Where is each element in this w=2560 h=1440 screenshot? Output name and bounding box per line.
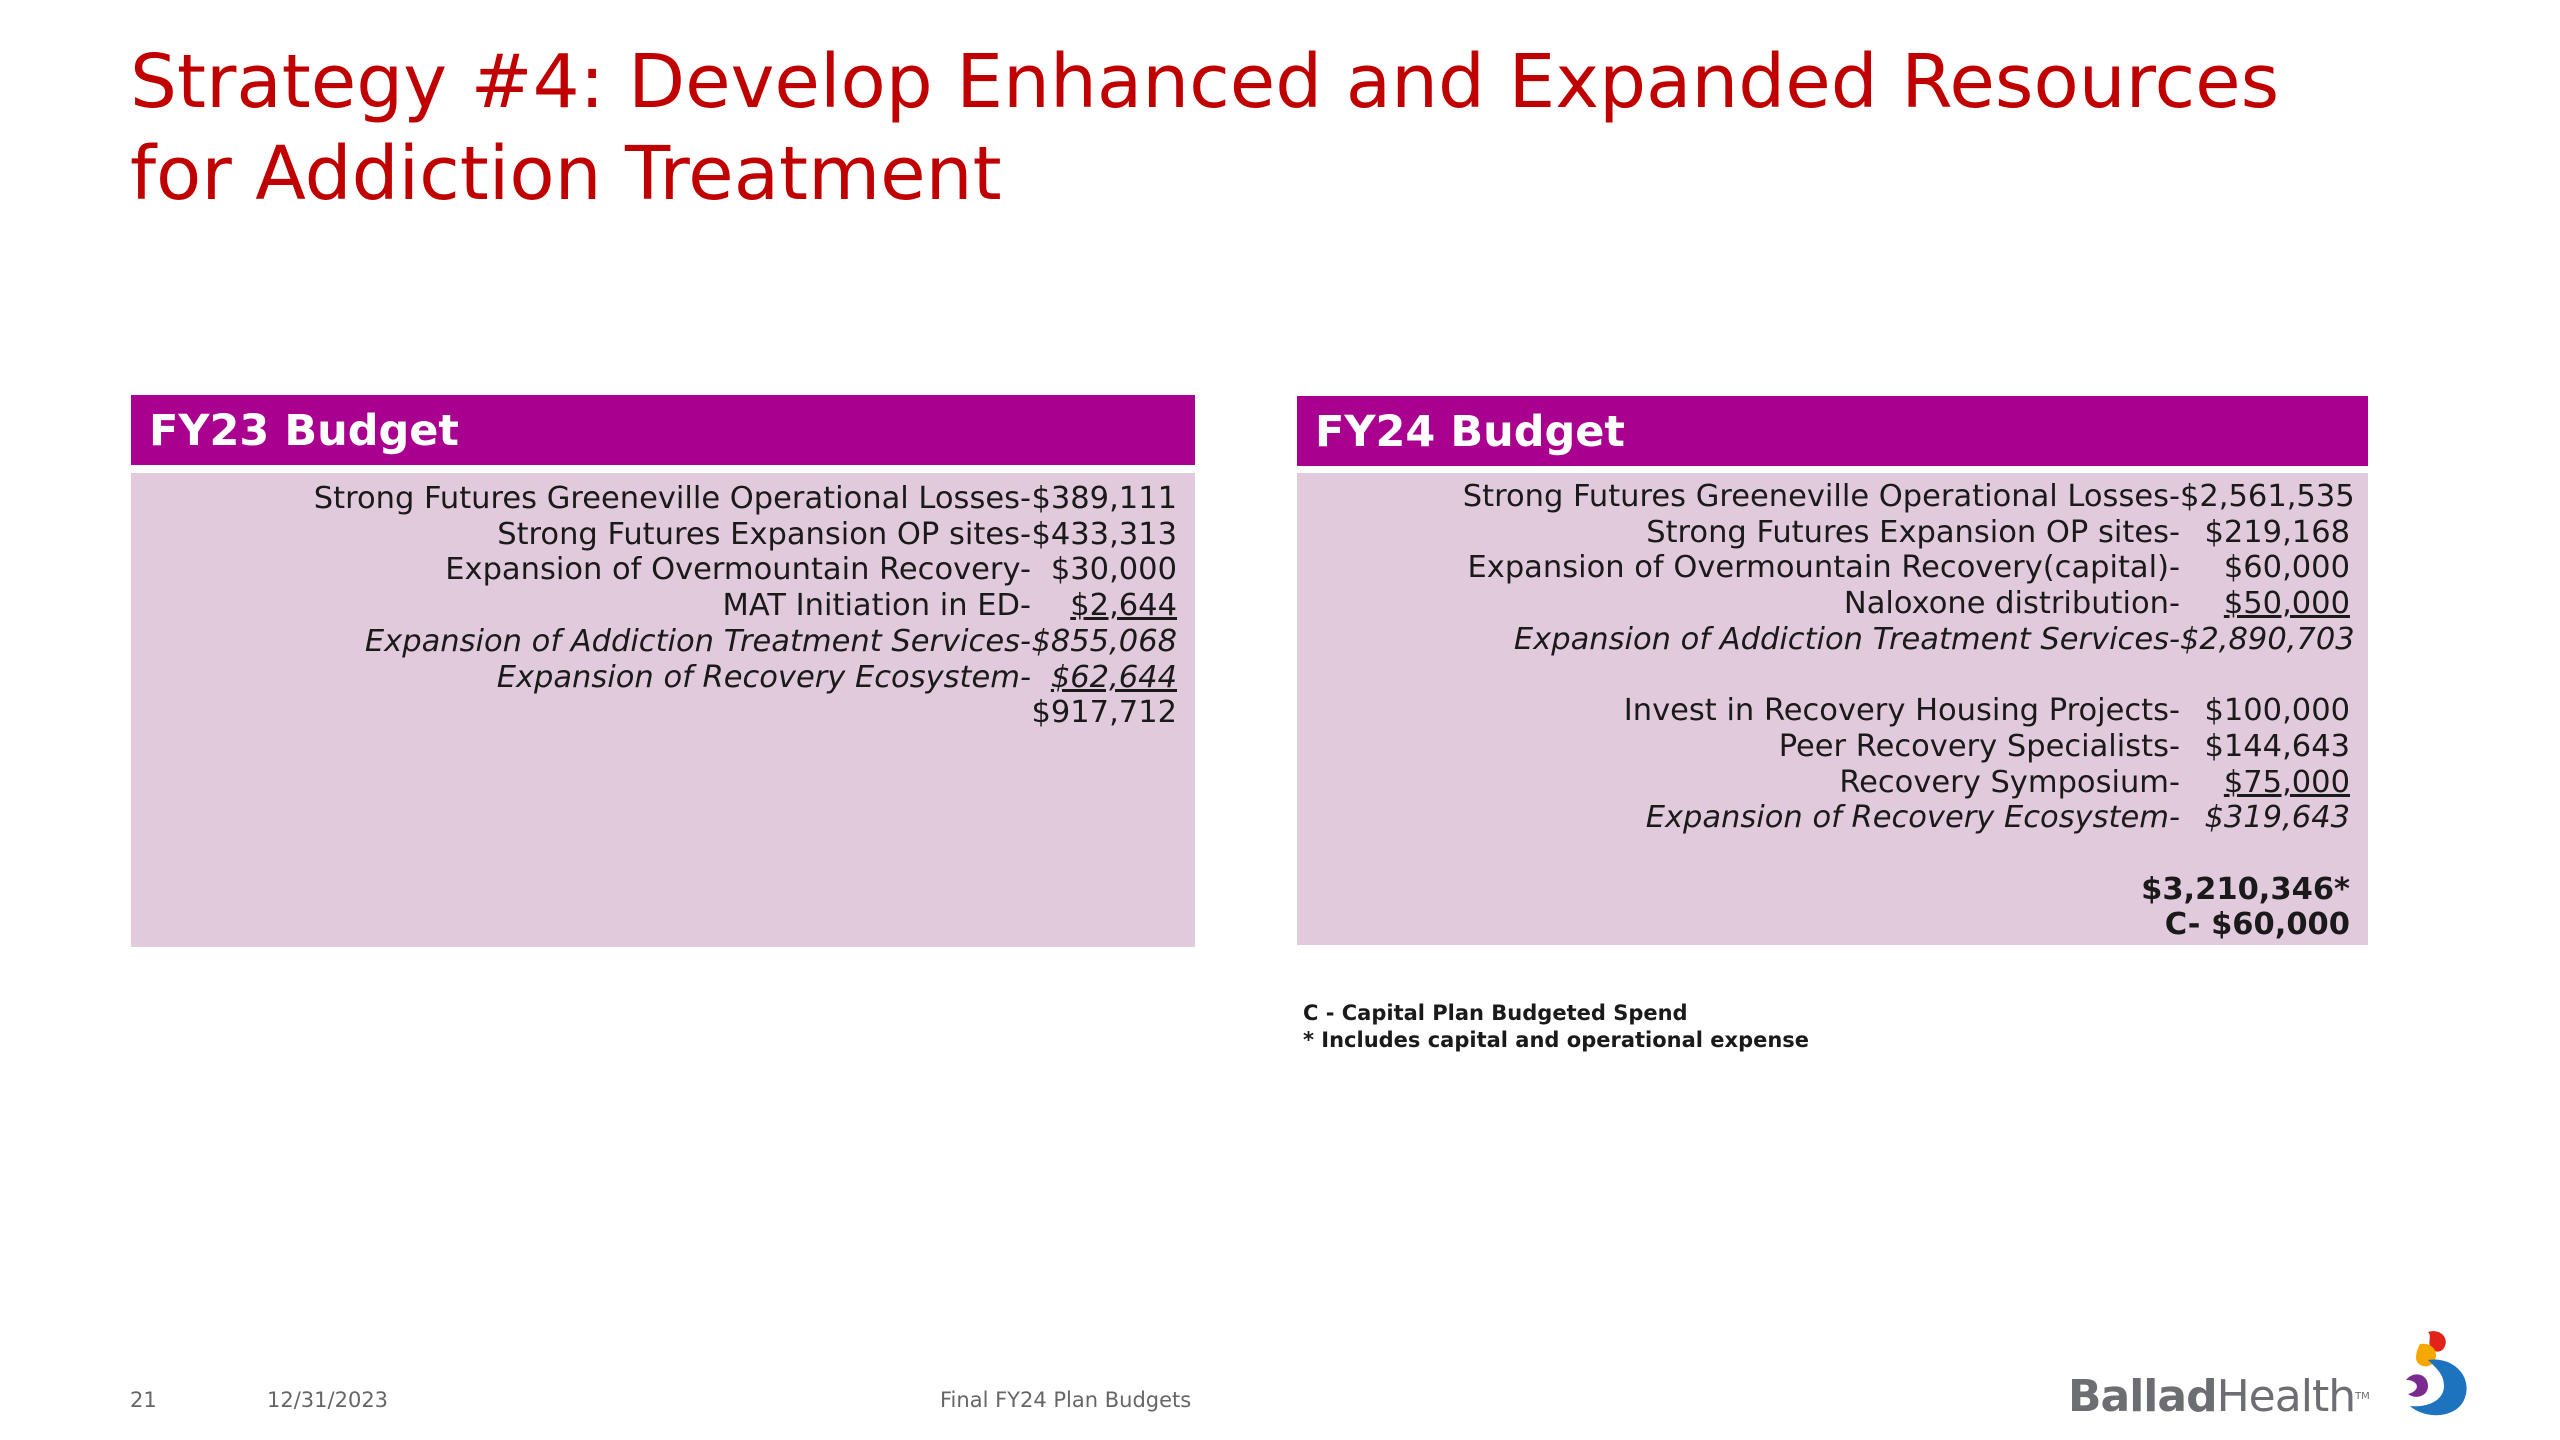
slide-title bbox=[130, 36, 2430, 220]
budget-row bbox=[1297, 586, 2350, 622]
slide-title-line-2: for Addiction Treatment bbox=[130, 131, 1002, 217]
budget-capital-row bbox=[1297, 907, 2350, 943]
budget-row-amount: $100,000 bbox=[2204, 693, 2350, 729]
budget-row bbox=[131, 517, 1177, 553]
budget-row-label: Strong Futures Greeneville Operational Losses- bbox=[313, 481, 1031, 516]
row-spacer bbox=[1297, 836, 2350, 872]
fy24-budget-header: FY24 Budget bbox=[1297, 396, 2368, 466]
logo-wordmark-bold: Ballad bbox=[2068, 1371, 2217, 1422]
budget-row bbox=[131, 588, 1177, 624]
budget-row-label: Recovery Symposium- bbox=[1839, 764, 2180, 800]
budget-row-amount: $219,168 bbox=[2204, 514, 2350, 550]
budget-row-amount bbox=[2180, 586, 2350, 622]
budget-row-label: MAT Initiation in ED- bbox=[722, 588, 1031, 624]
budget-row-label: Expansion of Recovery Ecosystem- bbox=[1645, 800, 2180, 836]
budget-row bbox=[1297, 729, 2350, 765]
budget-subtotal-row bbox=[131, 660, 1177, 696]
budget-row-label: Expansion of Overmountain Recovery(capital)- bbox=[1467, 550, 2180, 586]
budget-row-label: Expansion of Addiction Treatment Services- bbox=[1513, 621, 2180, 657]
logo-wordmark bbox=[2068, 1373, 2370, 1421]
budget-row bbox=[1297, 515, 2350, 551]
ballad-health-logo bbox=[2068, 1330, 2478, 1420]
budget-row-label: Naloxone distribution- bbox=[1843, 586, 2180, 622]
budget-total-amount: $3,210,346* bbox=[2141, 871, 2350, 907]
budget-row-amount: $60,000 bbox=[2223, 550, 2350, 586]
footnotes bbox=[1303, 1000, 1809, 1054]
budget-subtotal-row bbox=[1297, 621, 2355, 658]
budget-row bbox=[1297, 550, 2350, 586]
budget-subtotal-row bbox=[131, 624, 1177, 660]
budget-row-amount-value: $50,000 bbox=[2223, 586, 2350, 622]
slide-number: 21 bbox=[130, 1388, 157, 1412]
slide-footer-text: Final FY24 Plan Budgets bbox=[940, 1388, 1192, 1412]
budget-row-label: Expansion of Addiction Treatment Services- bbox=[364, 623, 1031, 659]
budget-row-amount: $855,068 bbox=[1031, 623, 1177, 659]
budget-row-amount: $2,890,703 bbox=[2180, 621, 2355, 657]
budget-row-amount bbox=[1031, 588, 1177, 624]
budget-row-label: Strong Futures Expansion OP sites- bbox=[497, 516, 1031, 552]
budget-row bbox=[1297, 479, 2355, 515]
fy24-budget-body bbox=[1297, 473, 2368, 945]
row-spacer bbox=[1297, 658, 2350, 694]
fy24-budget-panel bbox=[1297, 396, 2368, 945]
budget-total-row bbox=[131, 695, 1177, 731]
budget-row-label: Expansion of Overmountain Recovery- bbox=[445, 552, 1031, 588]
slide-date: 12/31/2023 bbox=[267, 1388, 389, 1412]
budget-row-label: Expansion of Recovery Ecosystem- bbox=[496, 659, 1031, 695]
budget-row-amount: $2,561,535 bbox=[2180, 479, 2355, 514]
footnote-includes: * Includes capital and operational expense bbox=[1303, 1028, 1810, 1052]
budget-subtotal-row bbox=[1297, 800, 2350, 836]
budget-row-amount: $319,643 bbox=[2204, 800, 2350, 836]
fy23-budget-header: FY23 Budget bbox=[131, 395, 1195, 465]
logo-wordmark-light: Health bbox=[2216, 1371, 2356, 1422]
slide-title-line-1: Strategy #4: Develop Enhanced and Expanded Resources bbox=[130, 39, 2280, 125]
budget-total-amount: $917,712 bbox=[1031, 695, 1177, 731]
footnote-capital: C - Capital Plan Budgeted Spend bbox=[1303, 1001, 1688, 1025]
budget-row-label: Strong Futures Expansion OP sites- bbox=[1646, 514, 2180, 550]
budget-row-amount-value: $2,644 bbox=[1070, 588, 1177, 624]
budget-total-row bbox=[1297, 872, 2350, 908]
budget-row bbox=[1297, 693, 2350, 729]
budget-row bbox=[1297, 765, 2350, 801]
ballad-health-mark-icon bbox=[2398, 1330, 2478, 1420]
budget-row-amount: $389,111 bbox=[1031, 481, 1177, 516]
logo-trademark: TM bbox=[2355, 1391, 2370, 1402]
fy23-budget-body bbox=[131, 473, 1195, 947]
budget-row-label: Invest in Recovery Housing Projects- bbox=[1623, 693, 2180, 729]
budget-row-amount: $30,000 bbox=[1050, 552, 1177, 588]
budget-row-label: Strong Futures Greeneville Operational Losses- bbox=[1462, 479, 2180, 514]
budget-row bbox=[131, 552, 1177, 588]
budget-row-label: Peer Recovery Specialists- bbox=[1778, 728, 2180, 764]
budget-row bbox=[131, 481, 1177, 517]
budget-row-amount: $62,644 bbox=[1050, 659, 1177, 695]
budget-row-amount bbox=[2180, 765, 2350, 801]
fy23-budget-panel bbox=[131, 395, 1195, 947]
budget-row-amount: $144,643 bbox=[2204, 728, 2350, 764]
budget-row-amount-value: $75,000 bbox=[2223, 764, 2350, 800]
budget-capital-amount: C- $60,000 bbox=[2164, 907, 2350, 943]
budget-row-amount: $433,313 bbox=[1031, 516, 1177, 552]
